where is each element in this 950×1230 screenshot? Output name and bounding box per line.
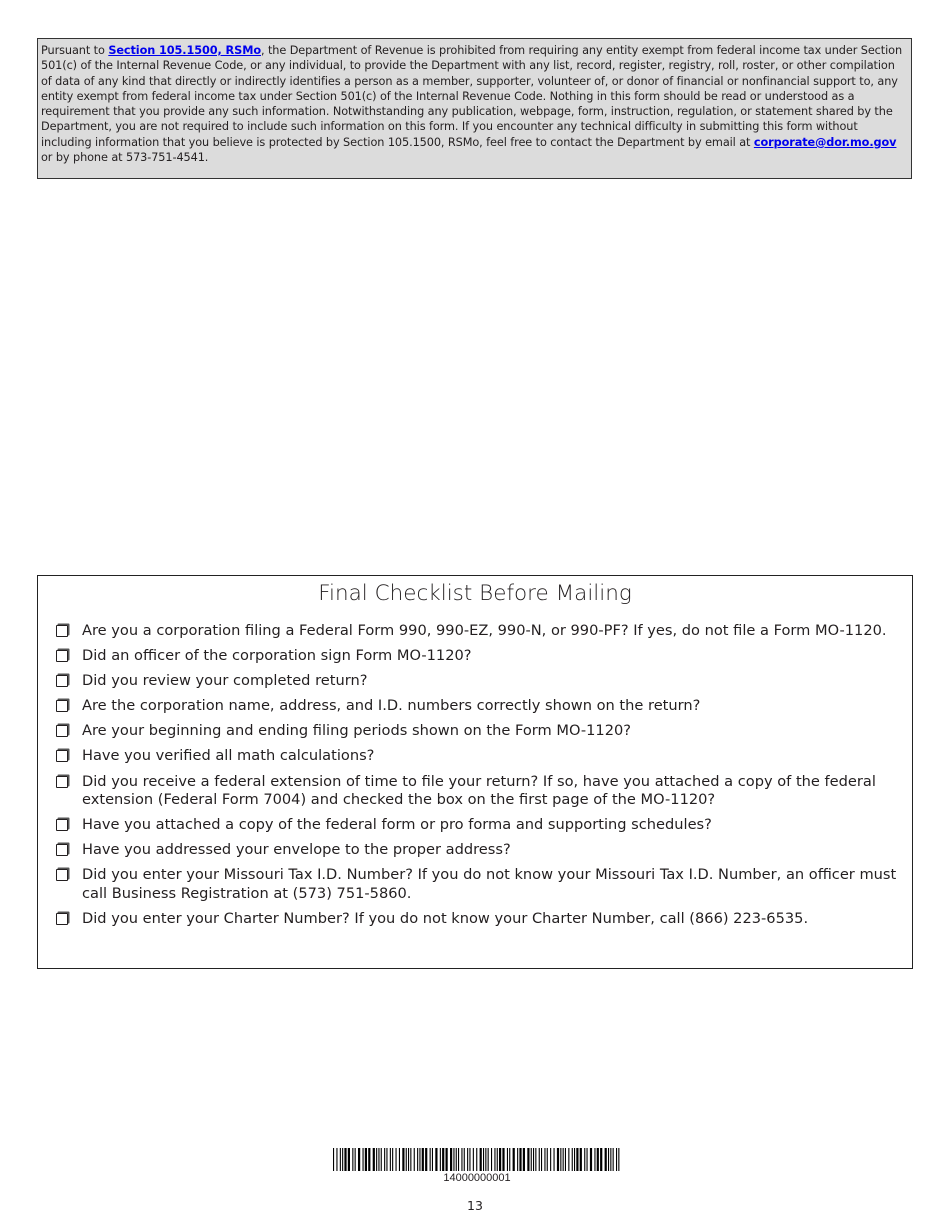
checkbox-icon[interactable] [56, 700, 68, 712]
barcode-bar [333, 1148, 334, 1171]
checkbox-icon[interactable] [56, 725, 68, 737]
barcode-bar [572, 1148, 573, 1171]
barcode-bar [348, 1148, 350, 1171]
barcode-bar [476, 1148, 477, 1171]
barcode-bar [384, 1148, 385, 1171]
barcode-bar [355, 1148, 356, 1171]
checklist-item-text: Did you enter your Charter Number? If you do not know your Charter Number, call (866) 223-6535. [82, 909, 809, 927]
checkbox-icon[interactable] [56, 869, 68, 881]
barcode-bar [594, 1148, 595, 1171]
barcode-bar [365, 1148, 367, 1171]
barcode-bar [402, 1148, 404, 1171]
barcode-bar [513, 1148, 515, 1171]
barcode-bar [378, 1148, 379, 1171]
barcode-bar [550, 1148, 551, 1171]
checkbox-icon[interactable] [56, 675, 68, 687]
checklist-item-text: Have you attached a copy of the federal form or pro forma and supporting schedules? [82, 816, 712, 834]
barcode-bar [491, 1148, 492, 1171]
barcode-bar [435, 1148, 437, 1171]
barcode-bar [453, 1148, 454, 1171]
checklist-items [54, 622, 906, 935]
barcode-bar [533, 1148, 534, 1171]
barcode-bar [414, 1148, 415, 1171]
barcode-bar [497, 1148, 498, 1171]
barcode-bar [456, 1148, 457, 1171]
barcode-bar [560, 1148, 561, 1171]
barcode-bar [587, 1148, 588, 1171]
barcode-bar [480, 1148, 482, 1171]
barcode-bar [440, 1148, 441, 1171]
barcode-bar [464, 1148, 465, 1171]
checklist-item-text: Have you addressed your envelope to the proper address? [82, 841, 511, 859]
barcode-bar [608, 1148, 609, 1171]
checkbox-icon[interactable] [56, 844, 68, 856]
barcode-bar [517, 1148, 518, 1171]
checklist-item [54, 841, 906, 860]
barcode-bar [610, 1148, 611, 1171]
checklist-item [54, 622, 906, 641]
barcode-bar [399, 1148, 400, 1171]
barcode-bar [483, 1148, 484, 1171]
barcode-bar [358, 1148, 360, 1171]
barcode-bar [442, 1148, 444, 1171]
barcode-bar [613, 1148, 614, 1171]
checklist-item [54, 773, 906, 810]
checkbox-icon[interactable] [56, 650, 68, 662]
barcode-bar [618, 1148, 619, 1171]
barcode-bar [336, 1148, 337, 1171]
checkbox-icon[interactable] [56, 819, 68, 831]
barcode-bar [563, 1148, 564, 1171]
checklist-item-text: Are you a corporation filing a Federal Form 990, 990-EZ, 990-N, or 990-PF? If yes, do not file a Form MO-1120. [82, 622, 887, 639]
barcode-bar [410, 1148, 411, 1171]
barcode-bar [502, 1148, 504, 1171]
barcode-bar [531, 1148, 532, 1171]
notice-suffix: or by phone at 573-751-4541. [41, 151, 209, 165]
barcode-bar [600, 1148, 602, 1171]
barcode-bar [576, 1148, 578, 1171]
barcode-bar [544, 1148, 545, 1171]
checklist-item [54, 910, 906, 929]
checkbox-icon[interactable] [56, 913, 68, 925]
barcode-bar [527, 1148, 529, 1171]
barcode-bar [461, 1148, 462, 1171]
checklist-item-text: Did you receive a federal extension of time to file your return? If so, have you attached a copy of the federal extension (Federal Form 7004) and checked the box on the first page of the MO-1120? [82, 772, 876, 809]
barcode-bar [344, 1148, 346, 1171]
barcode-bar [392, 1148, 393, 1171]
barcode-bar [485, 1148, 486, 1171]
barcode-bar [396, 1148, 397, 1171]
checklist-item-text: Did an officer of the corporation sign Form MO-1120? [82, 647, 472, 665]
notice-prefix: Pursuant to [41, 44, 109, 57]
checkbox-icon[interactable] [56, 625, 68, 637]
email-link[interactable]: corporate@dor.mo.gov [753, 135, 897, 149]
barcode-bar [547, 1148, 548, 1171]
checklist-title: Final Checklist Before Mailing [318, 581, 632, 606]
barcode-bar [616, 1148, 617, 1171]
barcode-bar [376, 1148, 377, 1171]
barcode-bar [499, 1148, 501, 1171]
barcode-bar [584, 1148, 585, 1171]
barcode-bar [580, 1148, 582, 1171]
barcode-bar [469, 1148, 470, 1171]
barcode-bar [597, 1148, 599, 1171]
checklist-item-text: Did you enter your Missouri Tax I.D. Number? If you do not know your Missouri Tax I.D. Number, an officer must call Business Registration at (573) 751-5860. [82, 866, 897, 902]
checklist-item-text: Are the corporation name, address, and I.D. numbers correctly shown on the return? [82, 697, 701, 715]
barcode-bar [352, 1148, 353, 1171]
barcode-bar [432, 1148, 433, 1171]
checklist-item [54, 722, 906, 741]
final-checklist [37, 575, 913, 969]
barcode-bar [446, 1148, 448, 1171]
barcode-bar [568, 1148, 569, 1171]
barcode-bar [488, 1148, 489, 1171]
checklist-item-text: Have you verified all math calculations? [82, 747, 375, 765]
barcode-bar [381, 1148, 382, 1171]
barcode [333, 1148, 621, 1171]
section-105-1500-link[interactable]: Section 105.1500, RSMo [108, 44, 261, 57]
barcode-bar [408, 1148, 409, 1171]
barcode-bar [565, 1148, 566, 1171]
barcode-bar [417, 1148, 418, 1171]
barcode-bar [523, 1148, 525, 1171]
barcode-bar [467, 1148, 468, 1171]
barcode-bar [574, 1148, 575, 1171]
page-number: 13 [467, 1198, 483, 1213]
barcode-bar [539, 1148, 540, 1171]
barcode-bar [590, 1148, 592, 1171]
checkbox-icon[interactable] [56, 750, 68, 762]
barcode-bar [363, 1148, 364, 1171]
barcode-number: 14000000001 [443, 1172, 511, 1184]
barcode-bar [422, 1148, 424, 1171]
barcode-bar [507, 1148, 508, 1171]
checklist-item [54, 816, 906, 835]
barcode-bar [373, 1148, 375, 1171]
barcode-bar [473, 1148, 474, 1171]
barcode-bar [425, 1148, 427, 1171]
checklist-item [54, 747, 906, 766]
barcode-bar [340, 1148, 341, 1171]
barcode-bar [605, 1148, 607, 1171]
barcode-bar [430, 1148, 431, 1171]
barcode-bar [458, 1148, 459, 1171]
privacy-notice [37, 38, 912, 179]
notice-body: , the Department of Revenue is prohibited from requiring any entity exempt from federal income tax under Section 501(c) of the Internal Revenue Code, or any individual, to provide the Department with any list, record, register, registry, roll, roster, or other compilation of data of any kind that directly or indirectly identifies a person as a member, supporter, volunteer of, or donor of financial or nonfinancial support to, any entity exempt from federal income tax under Section 501(c) of the Internal Revenue Code. Nothing in this form should be read or understood as a requirement that you provide any such information. Notwithstanding any publication, webpage, form, instruction, regulation, or statement shared by the Department, you are not required to include such information on this form. If you encounter any technical difficulty in submitting this form without including information that you believe is protected by Section 105.1500, RSMo, feel free to contact the Department by email at [41, 44, 903, 149]
barcode-bar [406, 1148, 407, 1171]
checklist-item-text: Are your beginning and ending filing periods shown on the Form MO-1120? [82, 722, 632, 740]
checklist-item [54, 866, 906, 903]
barcode-bar [450, 1148, 452, 1171]
barcode-bar [557, 1148, 559, 1171]
barcode-bar [342, 1148, 343, 1171]
checklist-item [54, 697, 906, 716]
barcode-bar [390, 1148, 391, 1171]
barcode-bar [494, 1148, 495, 1171]
barcode-bar [519, 1148, 521, 1171]
barcode-bar [535, 1148, 536, 1171]
barcode-bar [386, 1148, 387, 1171]
barcode-bar [419, 1148, 420, 1171]
checklist-item [54, 672, 906, 691]
checkbox-icon[interactable] [56, 776, 68, 788]
barcode-bar [509, 1148, 510, 1171]
barcode-bar [368, 1148, 370, 1171]
barcode-bar [554, 1148, 555, 1171]
checklist-item [54, 647, 906, 666]
barcode-bar [541, 1148, 542, 1171]
checklist-item-text: Did you review your completed return? [82, 672, 368, 690]
